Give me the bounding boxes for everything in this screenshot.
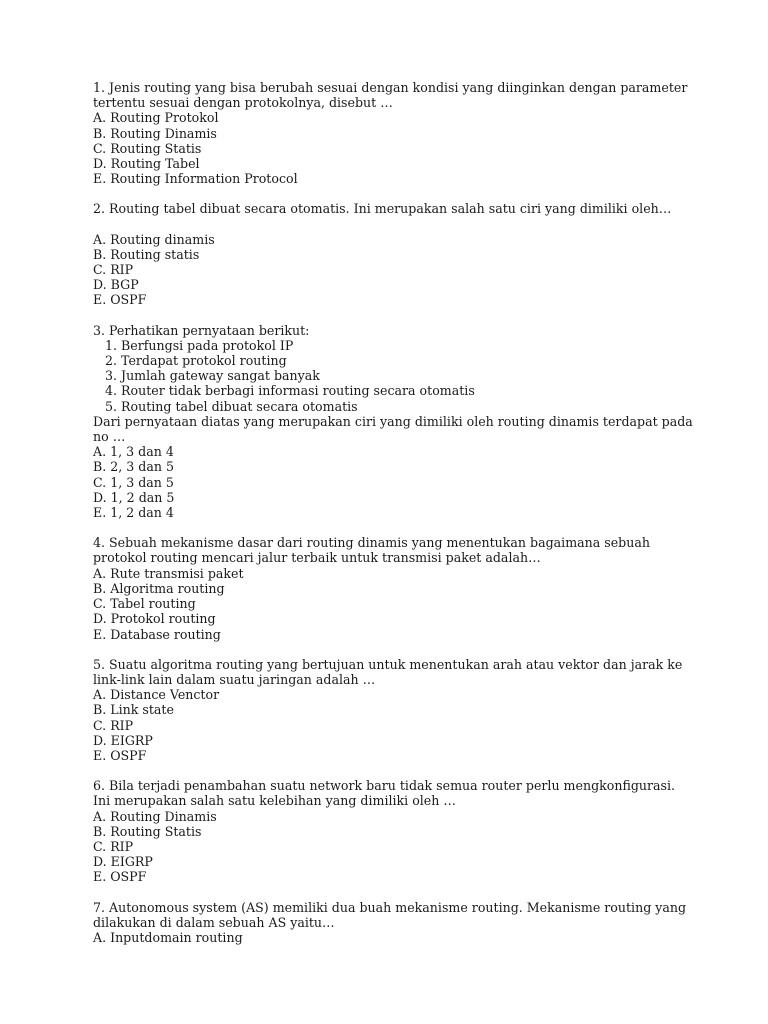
option-e: E. 1, 2 dan 4	[93, 505, 174, 521]
option-d: D. EIGRP	[93, 732, 153, 748]
option-d: D. BGP	[93, 277, 139, 293]
option-b: B. Link state	[93, 702, 174, 718]
question-stem: 1. Jenis routing yang bisa berubah sesuai dengan kondisi yang diinginkan dengan parameter tertentu sesuai dengan protokolnya, disebut …	[93, 80, 688, 111]
option-a: A. Inputdomain routing	[93, 929, 243, 945]
statement-item: 5. Routing tabel dibuat secara otomatis	[105, 398, 358, 414]
statement-item: 3. Jumlah gateway sangat banyak	[105, 368, 320, 384]
option-a: A. 1, 3 dan 4	[93, 444, 174, 460]
question-stem: 3. Perhatikan pernyataan berikut:	[93, 322, 310, 338]
question-6	[93, 778, 693, 884]
question-1	[93, 80, 693, 186]
option-b: B. Routing Dinamis	[93, 125, 217, 141]
option-a: A. Distance Venctor	[93, 687, 220, 703]
option-c: C. Tabel routing	[93, 596, 196, 612]
option-d: D. EIGRP	[93, 854, 153, 870]
option-b: B. Routing Statis	[93, 823, 202, 839]
option-c: C. Routing Statis	[93, 140, 202, 156]
question-stem: 6. Bila terjadi penambahan suatu network baru tidak semua router perlu mengkonfigurasi. Ini merupakan salah satu kelebihan yang dimiliki oleh …	[93, 778, 676, 809]
statement-item: 1. Berfungsi pada protokol IP	[105, 337, 294, 353]
statement-list	[93, 338, 693, 414]
question-stem: 4. Sebuah mekanisme dasar dari routing dinamis yang menentukan bagaimana sebuah protokol routing mencari jalur terbaik untuk transmisi paket adalah…	[93, 535, 650, 566]
question-7	[93, 900, 693, 946]
option-a: A. Routing Dinamis	[93, 808, 217, 824]
statement-item: 2. Terdapat protokol routing	[105, 353, 287, 369]
question-stem: 2. Routing tabel dibuat secara otomatis. Ini merupakan salah satu ciri yang dimiliki oleh…	[93, 201, 672, 217]
option-e: E. Database routing	[93, 626, 221, 642]
option-a: A. Routing Protokol	[93, 110, 219, 126]
document-page	[93, 80, 693, 960]
option-e: E. Routing Information Protocol	[93, 171, 298, 187]
option-c: C. RIP	[93, 838, 134, 854]
option-e: E. OSPF	[93, 869, 147, 885]
option-b: B. 2, 3 dan 5	[93, 459, 174, 475]
option-e: E. OSPF	[93, 747, 147, 763]
option-c: C. RIP	[93, 717, 134, 733]
option-d: D. Routing Tabel	[93, 156, 200, 172]
option-d: D. 1, 2 dan 5	[93, 489, 175, 505]
option-a: A. Routing dinamis	[93, 231, 215, 247]
question-prompt: Dari pernyataan diatas yang merupakan ciri yang dimiliki oleh routing dinamis terdapat pada no …	[93, 413, 693, 445]
question-5	[93, 657, 693, 763]
question-stem: 7. Autonomous system (AS) memiliki dua buah mekanisme routing. Mekanisme routing yang dilakukan di dalam sebuah AS yaitu…	[93, 899, 687, 930]
option-c: C. 1, 3 dan 5	[93, 474, 174, 490]
option-d: D. Protokol routing	[93, 611, 216, 627]
option-a: A. Rute transmisi paket	[93, 565, 244, 581]
statement-item: 4. Router tidak berbagi informasi routing secara otomatis	[105, 383, 475, 399]
option-b: B. Algoritma routing	[93, 580, 225, 596]
question-2	[93, 201, 693, 307]
option-b: B. Routing statis	[93, 246, 200, 262]
option-c: C. RIP	[93, 262, 134, 278]
option-e: E. OSPF	[93, 292, 147, 308]
blank-line	[93, 217, 693, 232]
question-3	[93, 323, 693, 521]
question-stem: 5. Suatu algoritma routing yang bertujuan untuk menentukan arah atau vektor dan jarak ke link-link lain dalam suatu jaringan adalah …	[93, 656, 683, 687]
question-4	[93, 535, 693, 641]
